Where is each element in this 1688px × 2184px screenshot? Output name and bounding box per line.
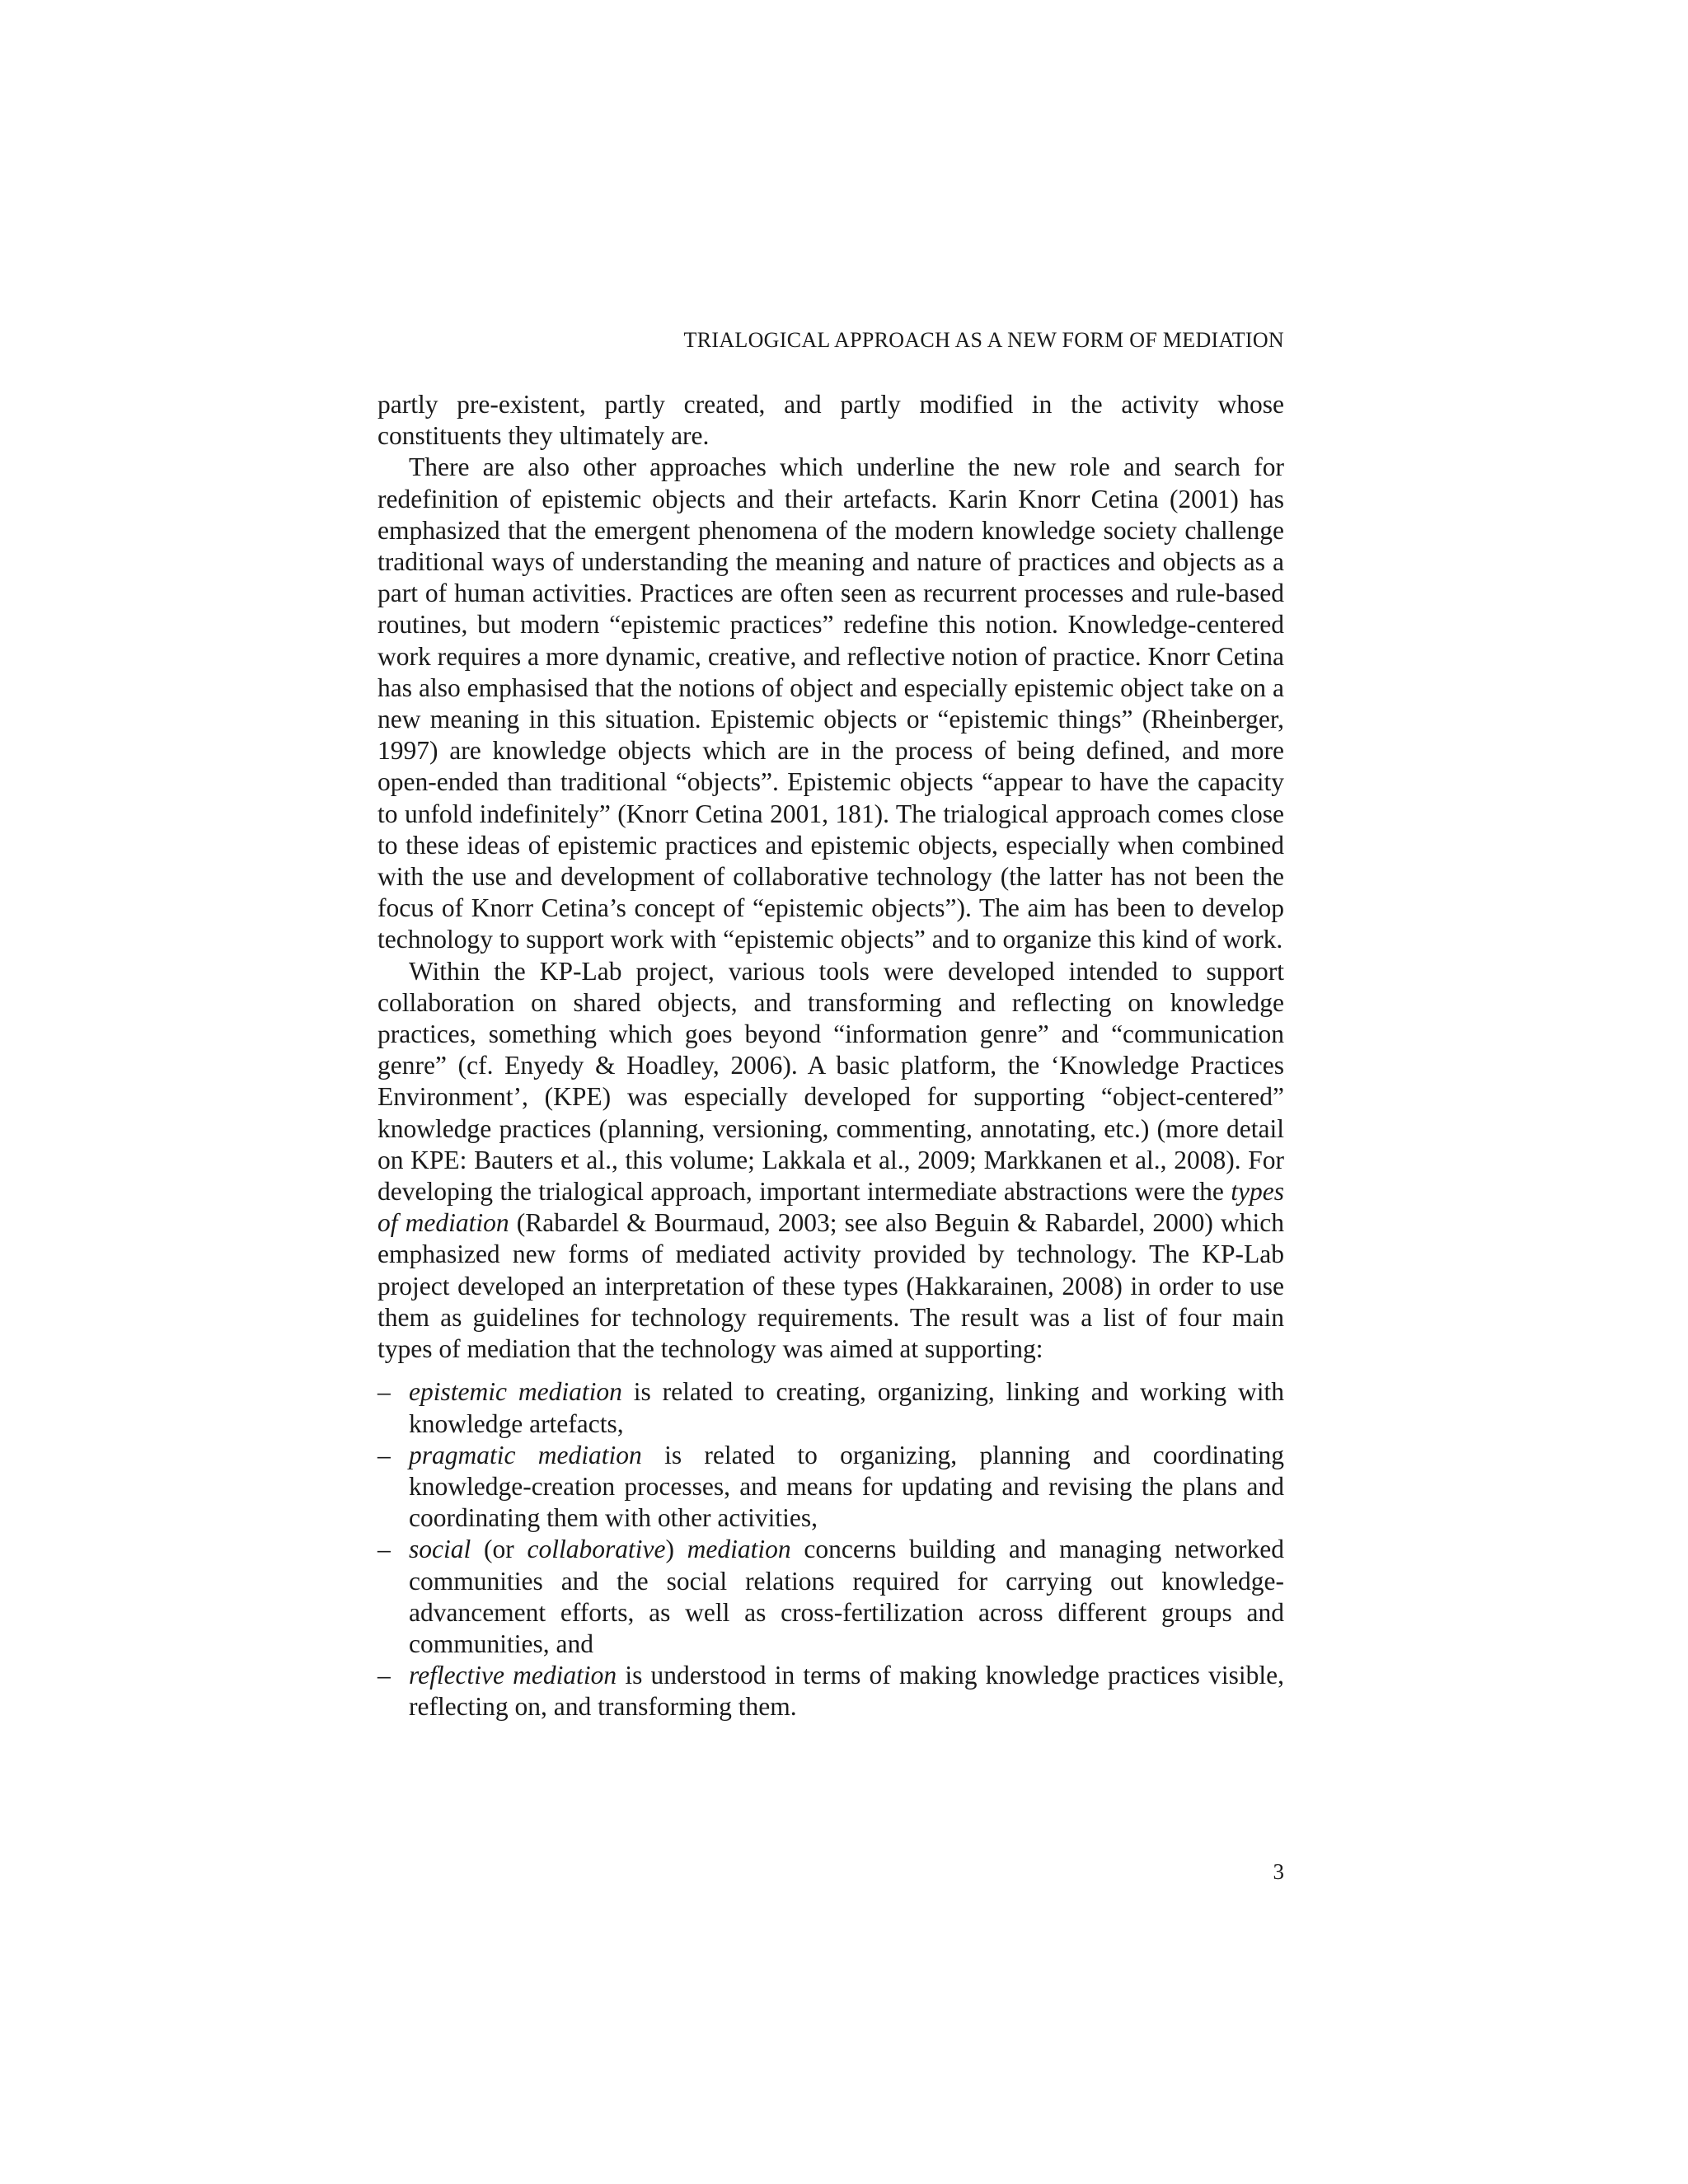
paragraph-epistemic-objects: There are also other approaches which underline the new role and search for redefinition of epistemic objects and their artefacts. Karin Knorr Cetina (2001) has emphasized that the emergent phenomena of the modern knowledge society challenge traditional ways of understanding the meaning and nature of practices and objects as a part of human activities. Practices are often seen as recurrent processes and rule-based routines, but modern “epistemic practices” redefine this notion. Knowledge-centered work requires a more dynamic, creative, and reflective notion of practice. Knorr Cetina has also emphasised that the notions of object and especially epistemic object take on a new meaning in this situation. Epistemic objects or “epistemic things” (Rheinberger, 1997) are knowledge objects which are in the process of being defined, and more open-ended than traditional “objects”. Epistemic objects “appear to have the capacity to unfold indefinitely” (Knorr Cetina 2001, 181). The trialogical approach comes close to these ideas of epistemic practices and epistemic objects, especially when combined with the use and development of collaborative technology (the latter has not been the focus of Knorr Cetina’s concept of “epistemic objects”). The aim has been to develop technology to support work with “epistemic objects” and to organize this kind of work. [377,452,1284,954]
term-pragmatic-mediation: pragmatic mediation [409,1440,642,1469]
types-of-mediation-term: types of mediation [377,1177,1284,1238]
term-connector: ) [665,1535,687,1564]
list-item-social-mediation [377,1534,1284,1660]
bullet-dash: – [377,1377,391,1407]
mediation-types-list [377,1376,1284,1722]
body-text [377,389,1284,1723]
bullet-dash: – [377,1535,391,1564]
paragraph-kp-lab-part1: Within the KP-Lab project, various tools were developed intended to support collaboration on shared objects, and transforming and reflecting on knowledge practices, something which goes beyond “information genre” and “communication genre” (cf. Enyedy & Hoadley, 2006). A basic platform, the ‘Knowledge Practices Environment’, (KPE) was especially developed for supporting “object-centered” knowledge practices (planning, versioning, commenting, annotating, etc.) (more detail on KPE: Bauters et al., this volume; Lakkala et al., 2009; Markkanen et al., 2008). For developing the trialogical approach, important intermediate abstractions were the [377,956,1284,1207]
term-epistemic-mediation: epistemic mediation [409,1377,622,1407]
list-item-text: is related to creating, organizing, linking and working with knowledge artefacts, [409,1377,1284,1438]
paragraph-continuation: partly pre-existent, partly created, and partly modified in the activity whose constituents they ultimately are. [377,390,1284,451]
paragraph-kp-lab [377,956,1284,1366]
term-connector: (or [471,1535,528,1564]
list-item-epistemic-mediation [377,1376,1284,1439]
term-social: social [409,1535,471,1564]
list-item-reflective-mediation [377,1660,1284,1722]
list-item-text: concerns building and managing networked communities and the social relations required for carrying out knowledge-advancement efforts, as well as cross-fertilization across different groups and communities, and [409,1535,1284,1658]
term-mediation: mediation [687,1535,791,1564]
paragraph-kp-lab-part2: (Rabardel & Bourmaud, 2003; see also Beguin & Rabardel, 2000) which emphasized new forms of mediated activity provided by technology. The KP-Lab project developed an interpretation of these types (Hakkarainen, 2008) in order to use them as guidelines for technology requirements. The result was a list of four main types of mediation that the technology was aimed at supporting: [377,1208,1284,1364]
list-item-pragmatic-mediation [377,1440,1284,1535]
bullet-dash: – [377,1661,391,1690]
list-item-text: is understood in terms of making knowledge practices visible, reflecting on, and transforming them. [409,1661,1284,1722]
list-item-text: is related to organizing, planning and coordinating knowledge-creation processes, and means for updating and revising the plans and coordinating them with other activities, [409,1440,1284,1533]
bullet-dash: – [377,1440,391,1469]
term-collaborative: collaborative [527,1535,666,1564]
running-head: TRIALOGICAL APPROACH AS A NEW FORM OF MEDIATION [683,328,1284,352]
page-number: 3 [1273,1859,1284,1884]
term-reflective-mediation: reflective mediation [409,1661,617,1690]
